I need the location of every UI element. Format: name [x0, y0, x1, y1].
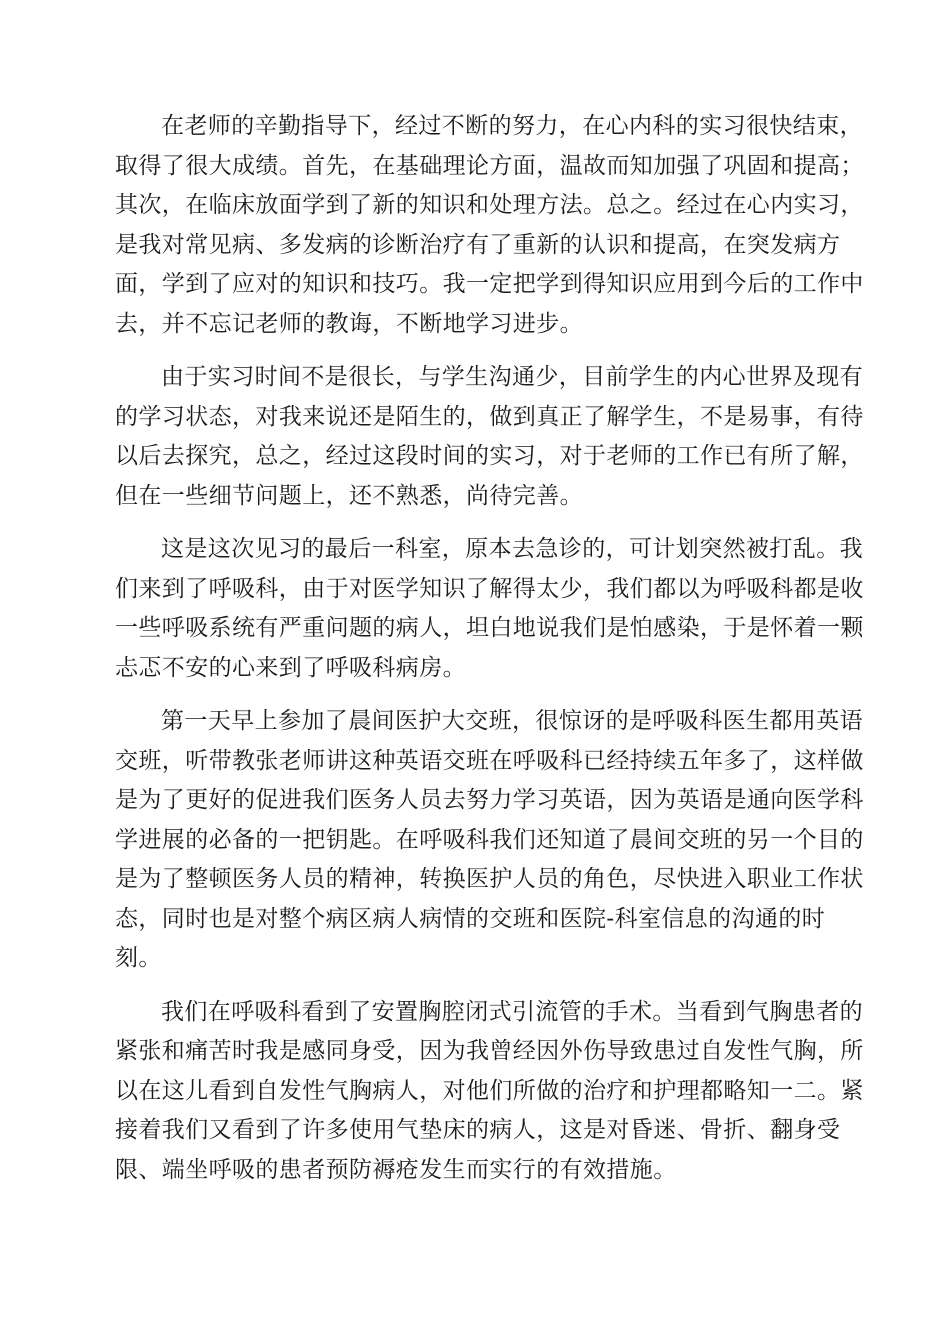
paragraph-line: 取得了很大成绩。首先，在基础理论方面，温故而知加强了巩固和提高；: [115, 152, 864, 179]
paragraph-line: 们来到了呼吸科，由于对医学知识了解得太少，我们都以为呼吸科都是收: [115, 575, 864, 602]
paragraph-line: 但在一些细节问题上，还不熟悉，尚待完善。: [115, 482, 583, 509]
paragraph-line: 的学习状态，对我来说还是陌生的，做到真正了解学生，不是易事，有待: [115, 403, 864, 430]
paragraph-line: 一些呼吸系统有严重问题的病人，坦白地说我们是怕感染，于是怀着一颗: [115, 615, 864, 641]
paragraph-line: 由于实习时间不是很长，与学生沟通少，目前学生的内心世界及现有: [161, 364, 863, 390]
paragraph-line: 我们在呼吸科看到了安置胸腔闭式引流管的手术。当看到气胸患者的: [161, 998, 863, 1025]
paragraph-line: 面，学到了应对的知识和技巧。我一定把学到得知识应用到今后的工作中: [115, 271, 864, 297]
paragraph-line: 其次，在临床放面学到了新的知识和处理方法。总之。经过在心内实习，: [115, 192, 864, 218]
paragraph-line: 以后去探究，总之，经过这段时间的实习，对于老师的工作已有所了解，: [115, 443, 864, 469]
paragraph-line: 以在这儿看到自发性气胸病人，对他们所做的治疗和护理都略知一二。紧: [115, 1077, 864, 1104]
paragraph-line: 是为了更好的促进我们医务人员去努力学习英语，因为英语是通向医学科: [115, 787, 864, 813]
paragraph-line: 是为了整顿医务人员的精神，转换医护人员的角色，尽快进入职业工作状: [115, 866, 864, 892]
paragraph-line: 去，并不忘记老师的教诲，不断地学习进步。: [115, 310, 583, 337]
paragraph-1: [115, 107, 864, 344]
document-body: [115, 107, 864, 1204]
paragraph-line: 这是这次见习的最后一科室，原本去急诊的，可计划突然被打乱。我: [161, 536, 863, 562]
paragraph-line: 态，同时也是对整个病区病人病情的交班和医院-科室信息的沟通的时: [115, 905, 826, 932]
paragraph-line: 在老师的辛勤指导下，经过不断的努力，在心内科的实习很快结束，: [161, 113, 863, 139]
paragraph-line: 限、端坐呼吸的患者预防褥疮发生而实行的有效措施。: [115, 1156, 677, 1183]
paragraph-4: [115, 702, 864, 979]
paragraph-line: 交班，听带教张老师讲这种英语交班在呼吸科已经持续五年多了，这样做: [115, 747, 864, 774]
paragraph-3: [115, 530, 864, 688]
paragraph-line: 是我对常见病、多发病的诊断治疗有了重新的认识和提高，在突发病方: [115, 231, 841, 258]
paragraph-line: 紧张和痛苦时我是感同身受，因为我曾经因外伤导致患过自发性气胸，所: [115, 1038, 864, 1064]
paragraph-line: 忐忑不安的心来到了呼吸科病房。: [115, 654, 466, 681]
paragraph-line: 接着我们又看到了许多使用气垫床的病人，这是对昏迷、骨折、翻身受: [115, 1117, 841, 1143]
paragraph-2: [115, 358, 864, 516]
paragraph-line: 学进展的必备的一把钥匙。在呼吸科我们还知道了晨间交班的另一个目的: [115, 826, 864, 853]
paragraph-5: [115, 993, 864, 1191]
paragraph-line: 刻。: [115, 945, 162, 971]
paragraph-line: 第一天早上参加了晨间医护大交班，很惊讶的是呼吸科医生都用英语: [161, 708, 863, 734]
